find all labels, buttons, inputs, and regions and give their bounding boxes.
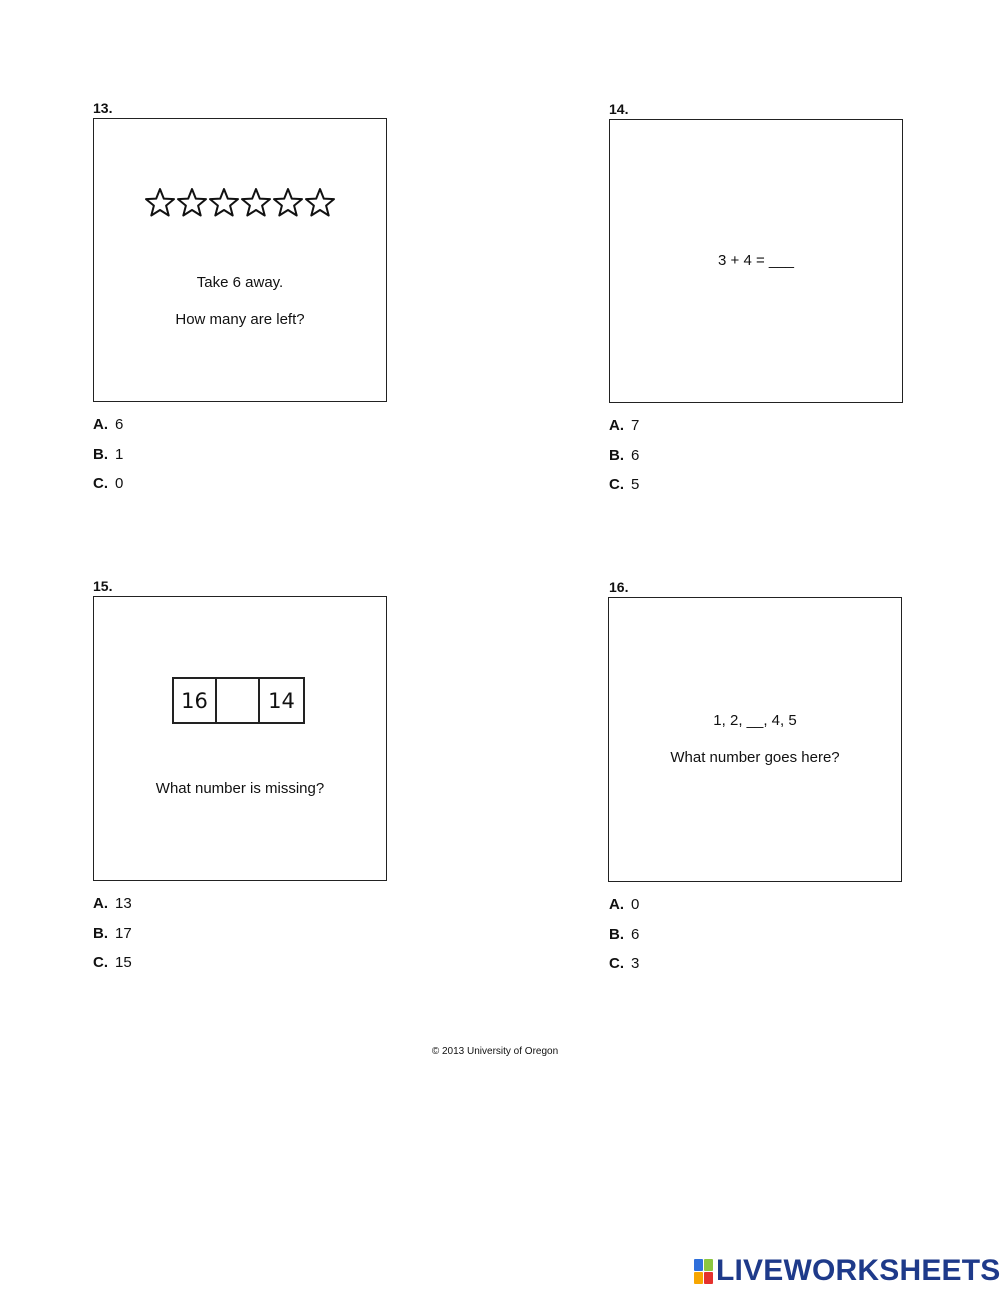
answer-options [93, 895, 132, 984]
option-letter: B. [93, 445, 108, 463]
answer-options [609, 896, 639, 985]
answer-option[interactable] [609, 926, 639, 956]
question-number: 15. [93, 578, 113, 594]
question-16-box [608, 597, 902, 882]
option-value: 15 [115, 954, 132, 971]
star-icon [208, 187, 240, 217]
option-value: 6 [115, 416, 124, 433]
star-icon [304, 187, 336, 217]
liveworksheets-logo-icon [694, 1259, 713, 1284]
option-value: 0 [115, 475, 124, 492]
star-icon [176, 187, 208, 217]
option-value: 13 [115, 895, 132, 912]
number-strip [172, 677, 305, 724]
star-icon [272, 187, 304, 217]
star-row [94, 187, 386, 222]
answer-option[interactable] [93, 475, 123, 505]
question-prompt: What number goes here? [670, 749, 840, 766]
option-letter: A. [93, 416, 108, 433]
answer-option[interactable] [93, 925, 132, 955]
answer-options [609, 417, 639, 506]
option-letter: C. [93, 475, 108, 492]
copyright-footer: © 2013 University of Oregon [431, 1046, 559, 1057]
answer-option[interactable] [609, 476, 639, 506]
number-cell: 14 [268, 688, 295, 713]
option-letter: A. [609, 896, 624, 913]
equation: 3 + 4 = ___ [718, 252, 794, 269]
question-prompt: Take 6 away. [196, 274, 284, 291]
option-letter: C. [93, 954, 108, 971]
option-letter: B. [93, 924, 108, 942]
answer-option[interactable] [93, 895, 132, 925]
option-letter: A. [609, 417, 624, 434]
answer-option[interactable] [93, 446, 123, 476]
answer-option[interactable] [609, 896, 639, 926]
question-13-box [93, 118, 387, 402]
question-14-box [609, 119, 903, 403]
number-sequence: 1, 2, __, 4, 5 [713, 712, 797, 729]
question-prompt: How many are left? [175, 311, 305, 328]
star-icon [144, 187, 176, 217]
option-letter: C. [609, 476, 624, 493]
question-number: 16. [609, 579, 629, 595]
number-cell: 16 [174, 679, 217, 722]
option-value: 5 [631, 476, 640, 493]
answer-option[interactable] [609, 955, 639, 985]
star-icon [240, 187, 272, 217]
option-value: 0 [631, 896, 640, 913]
answer-option[interactable] [609, 417, 639, 447]
answer-options [93, 416, 123, 505]
option-value: 7 [631, 417, 640, 434]
option-letter: B. [609, 925, 624, 943]
option-value: 17 [115, 924, 132, 942]
option-letter: A. [93, 895, 108, 912]
question-number: 13. [93, 100, 113, 116]
brand-name: LIVEWORKSHEETS [716, 1254, 1000, 1287]
missing-number-cell [217, 679, 260, 722]
answer-option[interactable] [609, 447, 639, 477]
option-value: 6 [631, 925, 640, 943]
liveworksheets-brand[interactable] [694, 1254, 1000, 1288]
question-prompt: What number is missing? [155, 780, 325, 797]
option-letter: C. [609, 955, 624, 972]
question-number: 14. [609, 101, 629, 117]
option-value: 6 [631, 446, 640, 464]
answer-option[interactable] [93, 954, 132, 984]
question-15-box [93, 596, 387, 881]
answer-option[interactable] [93, 416, 123, 446]
option-letter: B. [609, 446, 624, 464]
option-value: 3 [631, 955, 640, 972]
option-value: 1 [115, 445, 124, 463]
